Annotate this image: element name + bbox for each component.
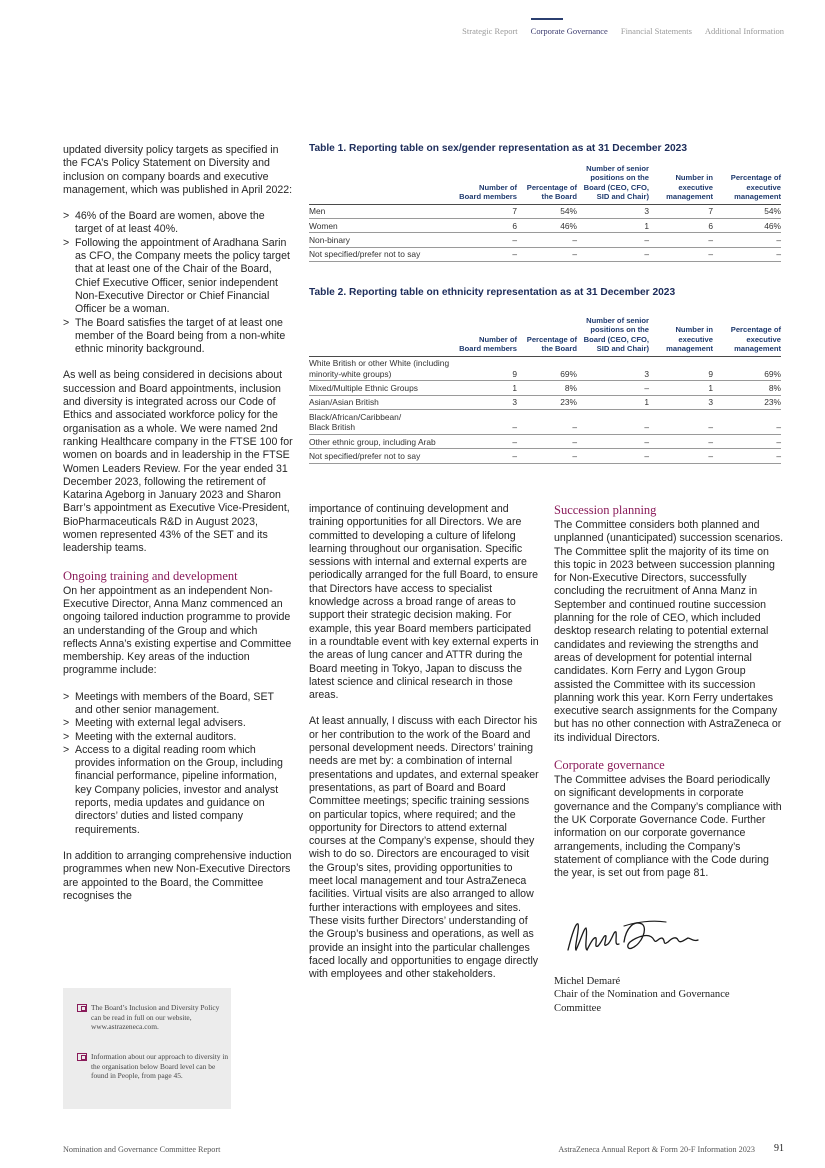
evaluation-paragraph: At least annually, I discuss with each Director his or her contribution to the work of the Board and personal development needs. Directors’ training needs are met by: a combination of internal presentations and updates, and external speaker presentations, as part of Board and Board Committee meetings; specific training sessions on particular topics, where required; and the opportunity for Directors to attend external courses at the Company’s expense, should they wish to do so. Directors are encouraged to visit the Group’s sites, providing opportunities to meet local management and tour AstraZeneca facilities. Virtual visits are also arranged to allow further interactions with employees and sites. These visits further Directors’ understanding of the Group’s business and operations, as well as provide an insight into the particular challenges faced locally and opportunities to engage directly with employees and other stakeholders. [309,715,539,981]
cell: – [649,435,713,449]
list-item: > Access to a digital reading room which provides information on the Group, including financial performance, pipeline information, key Company policies, investor and analyst reports, media updates and guidance on directors’ duties and listed company requirements. [63,744,293,837]
nav-additional-information[interactable]: Additional Information [704,26,784,36]
cell: 3 [577,356,649,381]
row-label: Black/African/Caribbean/ Black British [309,410,459,435]
column-left [63,144,293,916]
table-row [309,356,781,381]
cell: 54% [713,204,781,218]
table-header [309,316,459,356]
cell: – [577,381,649,395]
table-row [309,247,781,261]
cell: – [517,410,577,435]
induction-closing-paragraph: In addition to arranging comprehensive induction programmes when new Non-Executive Directors are appointed to the Board, the Committee recognises the [63,849,292,902]
cell: – [459,410,517,435]
table-row [309,449,781,463]
table-header: Percentage of executive management [713,316,781,356]
table1-title: Table 1. Reporting table on sex/gender representation as at 31 December 2023 [309,143,688,154]
table-row [309,233,781,247]
cell: 9 [459,356,517,381]
list-item: > Meetings with members of the Board, SET and other senior management. [63,691,293,718]
list-item: > Meeting with external legal advisers. [63,717,293,730]
cell: 9 [649,356,713,381]
succession-paragraph: The Committee considers both planned and unplanned (unanticipated) succession scenarios. The Committee split the majority of its time on this topic in 2023 between succession planning for Non-Executive Directors, successfully concluding the recruitment of Anna Manz in September and continued routine succession planning for the role of CEO, which included desktop research relating to potential external candidates and reviewing the strengths and areas of development for potential internal candidates. Korn Ferry and Lygon Group assisted the Committee with its succession planning work this year. Korn Ferry undertakes executive search assignments for the Company but has no other connection with AstraZeneca or its individual Directors. [554,519,784,744]
nav-financial-statements[interactable]: Financial Statements [620,26,692,36]
table-header: Number of Board members [459,164,517,204]
list-item: > Meeting with the external auditors. [63,731,293,744]
cell: – [713,410,781,435]
section-nav [462,26,784,36]
table-header: Number in executive management [649,316,713,356]
note-policy [77,1003,231,1032]
heading-succession: Succession planning [554,503,657,517]
list-item: > 46% of the Board are women, above the target of at least 40%. [63,210,293,237]
cell: – [577,449,649,463]
column-middle [309,503,539,994]
cell: 3 [649,395,713,409]
governance-paragraph: The Committee advises the Board periodically on significant developments in corporate governance and the Company’s compliance with the UK Corporate Governance Code. Further information on our corporate governance arrangements, including the Company’s statement of compliance with the Code during the year, is set out from page 81. [554,774,782,880]
cell: – [649,233,713,247]
heading-governance: Corporate governance [554,758,665,773]
row-label: Not specified/prefer not to say [309,247,459,261]
cell: 54% [517,204,577,218]
cell: 69% [517,356,577,381]
table-header: Percentage of executive management [713,164,781,204]
induction-paragraph: On her appointment as an independent Non-Executive Director, Anna Manz commenced an ongoing tailored induction programme to provide an understanding of the Group and which reflects Anna’s existing expertise and Committee membership. Key areas of the induction programme include: [63,584,292,677]
table-header: Percentage of the Board [517,164,577,204]
footer-section-title: Nomination and Governance Committee Report [63,1145,221,1154]
note-text: The Board’s Inclusion and Diversity Policy can be read in full on our website, www.astrazeneca.com. [91,1003,220,1032]
table-row [309,219,781,233]
cell: 3 [577,204,649,218]
cell: 23% [517,395,577,409]
row-label: Asian/Asian British [309,395,459,409]
row-label: Mixed/Multiple Ethnic Groups [309,381,459,395]
cell: – [459,247,517,261]
table-header: Number of senior positions on the Board (CEO, CFO, SID and Chair) [577,164,649,204]
cell: – [577,233,649,247]
list-item: > Following the appointment of Aradhana Sarin as CFO, the Company meets the policy target that at least one of the Chair of the Board, Chief Executive Officer, senior independent Non-Executive Director or Chief Financial Officer be a woman. [63,237,293,317]
column-right [554,503,784,893]
table-row [309,381,781,395]
cell: 46% [517,219,577,233]
cell: – [713,233,781,247]
cell: – [517,435,577,449]
cell: 23% [713,395,781,409]
row-label: Non-binary [309,233,459,247]
cell: – [459,233,517,247]
list-item: > The Board satisfies the target of at least one member of the Board being from a non-white ethnic minority background. [63,317,293,357]
cell: – [713,449,781,463]
cell: – [713,247,781,261]
cell: – [713,435,781,449]
cell: 3 [459,395,517,409]
table-row [309,204,781,218]
row-label: White British or other White (including minority-white groups) [309,356,459,381]
table-header: Number of senior positions on the Board (CEO, CFO, SID and Chair) [577,316,649,356]
row-label: Not specified/prefer not to say [309,449,459,463]
cell: 8% [517,381,577,395]
training-paragraph: importance of continuing development and training opportunities for all Directors. We are committed to developing a culture of lifelong learning throughout our organisation. Specific sessions with internal and external experts are periodically arranged for the full Board, to ensure that Directors have access to specialist knowledge across a broad range of areas to support their strategic decision making. For example, this year Board members participated in a roundtable event with key external experts in the areas of lung cancer and ATTR during the Board meeting in Tokyo, Japan to discuss the latest science and clinical research in those areas. [309,503,539,702]
intro-paragraph: updated diversity policy targets as specified in the FCA’s Policy Statement on Diversity and inclusion on company boards and executive management, which was published in April 2022: [63,144,293,196]
row-label: Other ethnic group, including Arab [309,435,459,449]
cell: 6 [459,219,517,233]
signatory-block [554,975,754,1015]
table-header: Number of Board members [459,316,517,356]
signatory-name: Michel Demaré [554,976,621,987]
targets-list [63,210,293,356]
cell: – [517,233,577,247]
cell: – [649,247,713,261]
row-label: Men [309,204,459,218]
signatory-title: Chair of the Nomination and Governance Committee [554,989,730,1014]
nav-strategic-report[interactable]: Strategic Report [462,26,518,36]
cell: 7 [459,204,517,218]
cell: – [649,410,713,435]
footer-report-title: AstraZeneca Annual Report & Form 20-F Information 2023 [558,1145,755,1154]
diversity-paragraph: As well as being considered in decisions about succession and Board appointments, inclusion and diversity is integrated across our Code of Ethics and associated workforce policy for the organisation as a whole. We were named 2nd ranking Healthcare company in the FTSE 100 for women on boards and in leadership in the FTSE Women Leaders Review. For the year ended 31 December 2023, following the retirement of Katarina Ageborg in January 2023 and Sharon Barr’s appointment as Executive Vice-President, BioPharmaceuticals R&D in August 2023, women represented 43% of the SET and its leadership teams. [63,369,293,555]
cell: 46% [713,219,781,233]
cell: – [517,449,577,463]
cell: 1 [649,381,713,395]
cell: 8% [713,381,781,395]
cell: – [459,435,517,449]
cell: 1 [577,219,649,233]
cell: – [577,410,649,435]
table-ethnicity [309,316,781,464]
cell: 1 [577,395,649,409]
signature-image [562,914,702,966]
table-header [309,164,459,204]
table-header: Percentage of the Board [517,316,577,356]
table-gender [309,164,781,262]
table-header: Number in executive management [649,164,713,204]
note-box [63,988,231,1109]
induction-list [63,691,293,837]
nav-corporate-governance[interactable]: Corporate Governance [530,26,608,36]
cell: 1 [459,381,517,395]
page-number: 91 [774,1143,784,1154]
table-row [309,435,781,449]
cell: 6 [649,219,713,233]
note-people [77,1052,231,1081]
heading-training: Ongoing training and development [63,568,238,583]
note-text: Information about our approach to diversity in the organisation below Board level can be found in People, from page 45. [91,1052,229,1081]
row-label: Women [309,219,459,233]
cell: – [577,435,649,449]
cell: – [649,449,713,463]
cell: – [459,449,517,463]
book-icon [77,1004,87,1012]
cell: 69% [713,356,781,381]
table-row [309,395,781,409]
cell: 7 [649,204,713,218]
book-icon [77,1053,87,1061]
cell: – [577,247,649,261]
cell: – [517,247,577,261]
table2-title: Table 2. Reporting table on ethnicity representation as at 31 December 2023 [309,287,676,298]
table-row [309,410,781,435]
